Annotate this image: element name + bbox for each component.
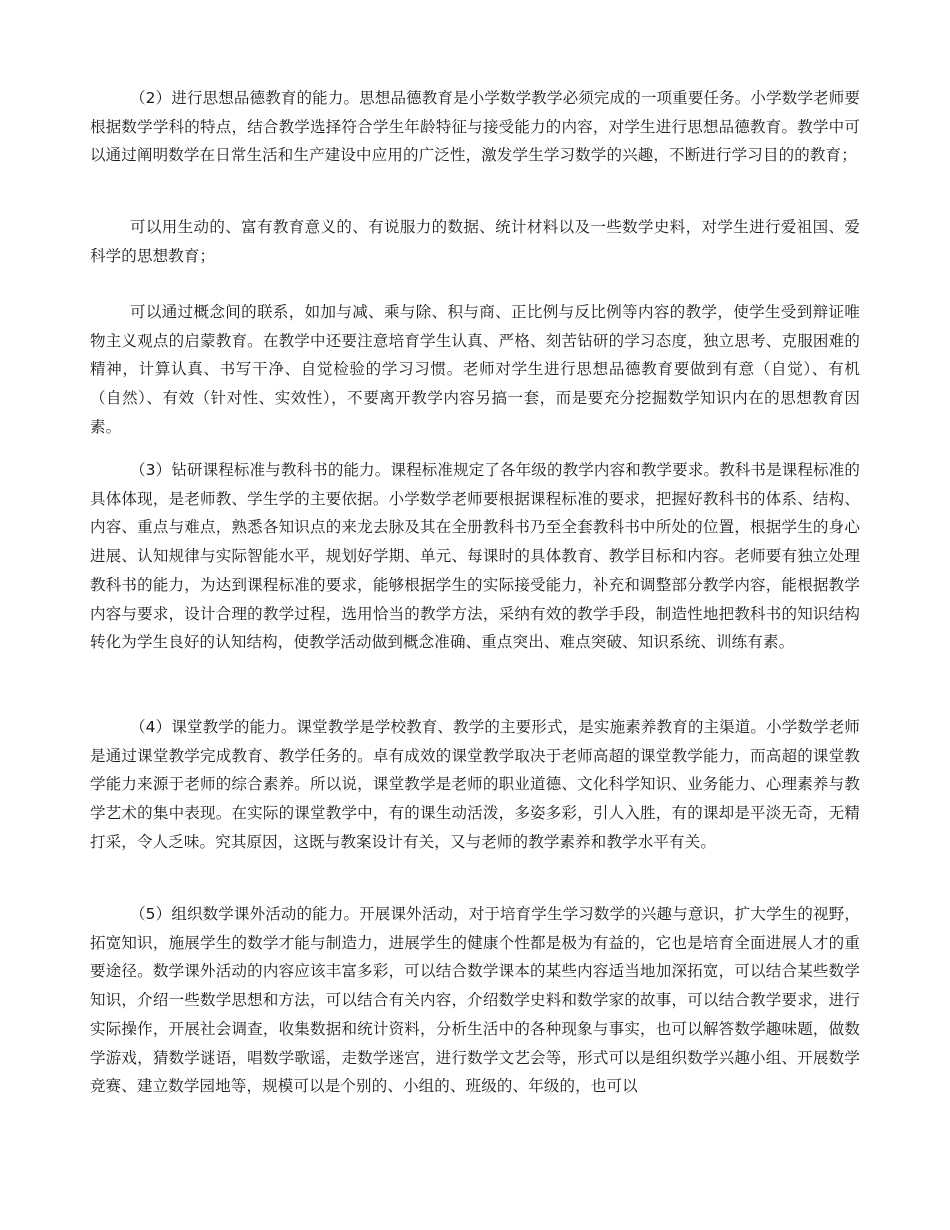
paragraph-patriotism-education: 可以用生动的、富有教育意义的、有说服力的数据、统计材料以及一些数学史料，对学生进行爱祖国、爱科学的思想教育； <box>90 218 860 265</box>
paragraph-curriculum-textbook-ability: （3）钻研课程标准与教科书的能力。课程标准规定了各年级的教学内容和教学要求。教科书是课程标准的具体体现，是老师教、学生学的主要依据。小学数学老师要根据课程标准的要求，把握好教科书的体系、结构、内容、重点与难点，熟悉各知识点的来龙去脉及其在全册教科书乃至全套教科书中所处的位置，根据学生的身心进展、认知规律与实际智能水平，规划好学期、单元、每课时的具体教育、教学目标和内容。老师要有独立处理教科书的能力，为达到课程标准的要求，能够根据学生的实际接受能力，补充和调整部分教学内容，能根据教学内容与要求，设计合理的教学过程，选用恰当的教学方法，采纳有效的教学手段，制造性地把教科书的知识结构转化为学生良好的认知结构，使教学活动做到概念准确、重点突出、难点突破、知识系统、训练有素。 <box>90 461 860 652</box>
paragraph-extracurricular-activity-ability: （5）组织数学课外活动的能力。开展课外活动，对于培育学生学习数学的兴趣与意识，扩大学生的视野，拓宽知识，施展学生的数学才能与制造力，进展学生的健康个性都是极为有益的，它也是培育全面进展人才的重要途径。数学课外活动的内容应该丰富多彩，可以结合数学课本的某些内容适当地加深拓宽，可以结合某些数学知识，介绍一些数学思想和方法，可以结合有关内容，介绍数学史料和数学家的故事，可以结合教学要求，进行实际操作，开展社会调查，收集数据和统计资料，分析生活中的各种现象与事实，也可以解答数学趣味题，做数学游戏，猜数学谜语，唱数学歌谣，走数学迷宫，进行数学文艺会等，形式可以是组织数学兴趣小组、开展数学竞赛、建立数学园地等，规模可以是个别的、小组的、班级的、年级的，也可以 <box>90 905 860 1096</box>
paragraph-dialectical-materialism: 可以通过概念间的联系，如加与减、乘与除、积与商、正比例与反比例等内容的教学，使学生受到辩证唯物主义观点的启蒙教育。在教学中还要注意培育学生认真、严格、刻苦钻研的学习态度，独立思考、克服困难的精神，计算认真、书写干净、自觉检验的学习习惯。老师对学生进行思想品德教育要做到有意（自觉）、有机（自然）、有效（针对性、实效性），不要离开教学内容另搞一套，而是要充分挖掘数学知识内在的思想教育因素。 <box>90 303 860 436</box>
paragraph-classroom-teaching-ability: （4）课堂教学的能力。课堂教学是学校教育、教学的主要形式，是实施素养教育的主渠道。小学数学老师是通过课堂教学完成教育、教学任务的。卓有成效的课堂教学取决于老师高超的课堂教学能力，而高超的课堂教学能力来源于老师的综合素养。所以说，课堂教学是老师的职业道德、文化科学知识、业务能力、心理素养与教学艺术的集中表现。在实际的课堂教学中，有的课生动活泼，多姿多彩，引人入胜，有的课却是平淡无奇，无精打采，令人乏味。究其原因，这既与教案设计有关，又与老师的教学素养和教学水平有关。 <box>90 718 860 851</box>
paragraph-moral-education-ability: （2）进行思想品德教育的能力。思想品德教育是小学数学教学必须完成的一项重要任务。小学数学老师要根据数学学科的特点，结合教学选择符合学生年龄特征与接受能力的内容，对学生进行思想品德教育。教学中可以通过阐明数学在日常生活和生产建设中应用的广泛性，激发学生学习数学的兴趣，不断进行学习目的的教育； <box>90 89 860 165</box>
